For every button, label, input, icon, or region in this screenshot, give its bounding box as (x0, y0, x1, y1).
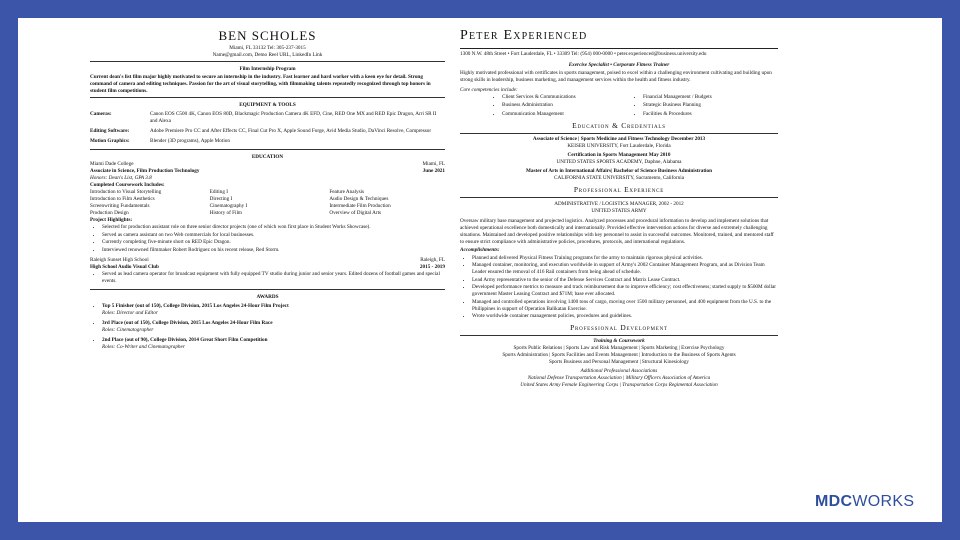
list-item: • Facilities & Procedures (643, 111, 778, 118)
core-label: Core competencies include: (460, 86, 518, 93)
course-item: Introduction to Visual Storytelling (90, 188, 162, 195)
equipment-key: Motion Graphics: (90, 137, 130, 144)
honors: Honors: Dean's List, GPA 3.8 (90, 174, 152, 181)
edu-block (460, 136, 778, 182)
contact-line: 1300 N.W. 48th Street • Fort Lauderdale, FL • 33309 Tel: (954) 000-0000 • peter.experienced@business.university.edu (460, 50, 707, 57)
edu-title: Associate of Science | Sports Medicine and Fitness Technology December 2013 (532, 136, 706, 142)
equipment-value: Canon EOS C500 4K, Canon EOS 80D, Blackmagic Production Camera 4K EFD, Cine, RED One MX and RED Epic Dragon, Arri SR II and Alexa (150, 110, 437, 124)
resume-right (460, 27, 778, 397)
course-grid (90, 189, 445, 217)
course-item: Cinematography I (209, 202, 248, 209)
equipment-key: Cameras: (90, 110, 112, 117)
award-roles: Roles: Cinematographer (102, 326, 154, 333)
resume-left (90, 27, 445, 504)
equipment-value: Adobe Premiere Pro CC and After Effects CC, Final Cut Pro X, Apple Sound Forge, Avid Media Studio, DaVinci Resolve, Compressor (150, 127, 432, 134)
course-item: Intermediate Film Production (329, 202, 391, 209)
job-summary: Oversaw military base management and projected logistics. Analyzed processes and procedural information to develop and implement solutions that achieved operational excellence both domestically and internationally. Provided effective intervention actions for diverse and extremely challenging situations. Maintained and developed positive relationships with key personnel to assist in successful outcomes. Monitored, trained, and mentored staff to ensure strict compliance with administrative policies, procedures, protocols, and international regulations. (460, 218, 774, 246)
degree-name: Associate in Science, Film Production Technology (90, 167, 200, 174)
association-line: National Defense Transportation Association | Military Officers Association of America (527, 375, 711, 382)
award-roles: Roles: Co-Writer and Cinematographer (102, 343, 185, 350)
divider (90, 97, 445, 98)
resume-name: BEN SCHOLES (218, 28, 317, 43)
equipment-key: Editing Software: (90, 127, 130, 134)
degree-row (90, 168, 445, 175)
school-bullets (90, 271, 445, 285)
club-name: High School Audio Visual Club (90, 263, 159, 270)
divider (460, 197, 778, 198)
school-name: Raleigh Sunset High School (90, 256, 149, 263)
school-row (90, 257, 445, 264)
accomplishments-list (460, 255, 778, 321)
equipment-row (90, 138, 445, 145)
course-item: History of Film (209, 209, 242, 216)
school-name: Miami Dade College (90, 160, 134, 167)
edu-school: KEISER UNIVERSITY, Fort Lauderdale, Florida (567, 143, 671, 150)
education-title: Education & Credentials (572, 121, 666, 131)
award-item (102, 320, 445, 334)
development-block (460, 338, 778, 389)
course-item: Feature Analysis (329, 188, 365, 195)
list-item: • Currently completing five-minute short on RED Epic Dragon. (102, 239, 445, 246)
divider (460, 133, 778, 134)
course-item: Editing I (209, 188, 228, 195)
equipment-row (90, 128, 445, 135)
divider (90, 61, 445, 62)
subtitle: Exercise Specialist • Corporate Fitness Trainer (568, 61, 670, 68)
objective-title: Film Internship Program (239, 65, 296, 72)
award-item (102, 337, 445, 351)
school-location: Raleigh, FL (420, 256, 445, 263)
training-subtitle: Training & Coursework (593, 338, 645, 345)
accomplishments-label: Accomplishments: (460, 247, 500, 254)
list-item: • Served as lead camera operator for broadcast equipment with fully equipped TV studio during junior and senior years. Edited dozens of football games and special events. (102, 271, 445, 285)
divider (90, 289, 445, 290)
edu-school: CALIFORNIA STATE UNIVERSITY, Sacramento, California (553, 175, 685, 182)
course-item: Overview of Digital Arts (329, 209, 382, 216)
job-org: UNITED STATES ARMY (591, 208, 647, 215)
contact-line-2: Name@gmail.com, Demo Reel URL, LinkedIn Link (212, 51, 323, 58)
development-title: Professional Development (570, 323, 668, 333)
course-item: Production Design (90, 209, 129, 216)
course-item: Audio Design & Techniques (329, 195, 389, 202)
list-item: • Communication Management (502, 111, 637, 118)
list-item: • Interviewed renowned filmmaker Robert Rodriguez on his recent release, Red Storm. (102, 247, 445, 254)
edu-school: UNITED STATES SPORTS ACADEMY, Daphne, Alabama (556, 159, 682, 166)
course-item: Screenwriting Fundamentals (90, 202, 150, 209)
training-line: Sports Business and Personal Management | Structural Kinesiology (548, 359, 690, 366)
job-title: ADMINISTRATIVE / LOGISTICS MANAGER, 2002 - 2012 (554, 201, 684, 208)
training-line: Sports Administration | Sports Facilities and Events Management | Introduction to the Business of Sports Agents (502, 352, 736, 359)
divider (460, 335, 778, 336)
club-row (90, 264, 445, 271)
core-list (460, 94, 778, 118)
education-title: EDUCATION (251, 153, 284, 160)
award-item (102, 303, 445, 317)
divider (90, 149, 445, 150)
coursework-title: Completed Coursework Includes: (90, 181, 165, 188)
summary-text: Highly motivated professional with certificates in sports management, poised to excel within a challenging environment cultivating and building upon strong skills in leadership, business marketing, and management services within the health and fitness industry. (460, 69, 772, 83)
awards-title: AWARDS (256, 293, 279, 300)
list-item: • Financial Management / Budgets (643, 94, 778, 101)
awards-list (90, 303, 445, 351)
list-item: • Developed performance metrics to measure and track reimbursement due to improve efficiency; cost effectiveness; started supply to $500M dollar government Master Leasing Contract and $71M; base ever allocated. (472, 284, 778, 298)
school-location: Miami, FL (422, 160, 445, 167)
list-item: • Wrote worldwide container management policies, procedures and guidelines. (472, 313, 778, 320)
course-item: Directing I (209, 195, 233, 202)
course-item: Introduction to Film Aesthetics (90, 195, 155, 202)
associations-subtitle: Additional Professional Associations (580, 368, 658, 375)
training-line: Sports Public Relations | Sports Law and Risk Management | Sports Marketing | Exercise Psychology (513, 345, 725, 352)
highlights-title: Project Highlights: (90, 216, 133, 223)
logo-light: WORKS (852, 493, 915, 510)
award-title: • 3rd Place (out of 150), College Division, 2015 Los Angeles 24-Hour Film Race (102, 319, 273, 326)
equipment-row (90, 111, 445, 125)
highlights-list (90, 224, 445, 254)
award-title: • Top 5 Finisher (out of 150), College Division, 2015 Los Angeles 24-Hour Film Project (102, 302, 289, 309)
school-row (90, 161, 445, 168)
list-item: • Managed and controlled operations involving 1400 tons of cargo, moving over 1500 military personnel, and 400 equipment from the U.S. to the Philippines in support of Operation Balikatan Exercise. (472, 299, 778, 313)
experience-title: Professional Experience (573, 185, 665, 195)
edu-title: Master of Arts in International Affairs| Bachelor of Science Business Administration (526, 168, 712, 175)
logo-bold: MDC (815, 493, 853, 510)
resume-name: Peter Experienced (460, 28, 588, 43)
list-item: • Selected for production assistant role on three senior director projects (one of which won first place in Student Works Showcase). (102, 224, 445, 231)
equipment-value: Blender (3D programs), Apple Motion (150, 137, 230, 144)
award-title: • 2nd Place (out of 90), College Division, 2014 Great Short Film Competition (102, 336, 268, 343)
list-item: • Strategic Business Planning (643, 102, 778, 109)
club-date: 2015 - 2019 (419, 263, 445, 270)
equipment-title: EQUIPMENT & TOOLS (239, 101, 296, 108)
objective-text: Current dean's list film major highly motivated to secure an internship in the industry. Fast learner and hard worker with a keen eye for detail. Strong command of camera and editing techniques. Passion for the art of visual storytelling, with filmmaking talents repeatedly recognized through top honors in student film competitions. (90, 73, 431, 94)
list-item: • Managed container, monitoring, and execution worldwide in support of Army's 2002 Container Management Program, and as Division Team Leader ensured the removal of 416 Rail containers from being ahead of schedule. (472, 262, 778, 276)
list-item: • Planned and delivered Physical Fitness Training programs for the army to maintain rigorous physical activities. (472, 255, 778, 262)
list-item: • Business Administration (502, 102, 637, 109)
list-item: • Served as camera assistant on two Web commercials for local businesses. (102, 232, 445, 239)
award-roles: Roles: Director and Editor (102, 309, 158, 316)
divider (460, 48, 778, 49)
degree-date: June 2021 (422, 167, 445, 174)
mdc-works-logo (815, 493, 914, 511)
list-item: • Client Services & Communications (502, 94, 637, 101)
list-item: • Lead Army representative to the senior of the Defense Services Contract and Matrix Lease Contract. (472, 277, 778, 284)
edu-title: Certification in Sports Management May 2010 (567, 152, 671, 159)
association-line: United States Army Female Engineering Corps | Transportation Corps Regimental Association (520, 382, 718, 389)
contact-line-1: Miami, FL 33132 Tel: 305-237-3015 (229, 44, 306, 51)
